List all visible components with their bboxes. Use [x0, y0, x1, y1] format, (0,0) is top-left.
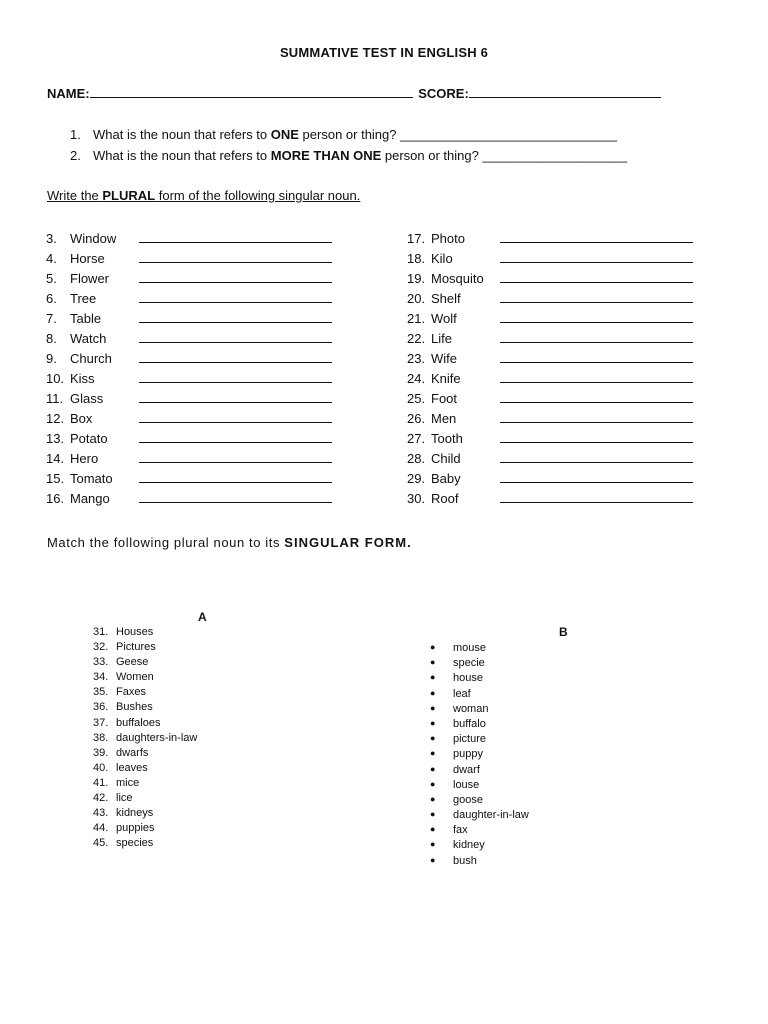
- plural-instruction: [47, 188, 360, 203]
- item-word: fax: [453, 824, 468, 837]
- item-number: 38.: [93, 731, 109, 744]
- item-word: species: [116, 837, 154, 850]
- list-item: [46, 449, 332, 469]
- list-item: [407, 429, 693, 449]
- item-number: 25.: [407, 391, 426, 406]
- answer-blank[interactable]: [500, 389, 693, 403]
- answer-blank[interactable]: [500, 409, 693, 423]
- name-label: NAME:: [47, 86, 90, 101]
- list-item: [407, 329, 693, 349]
- item-number: 28.: [407, 451, 426, 466]
- list-item: [46, 269, 332, 289]
- list-item: [407, 369, 693, 389]
- item-number: 33.: [93, 656, 109, 669]
- item-word: Faxes: [116, 686, 146, 699]
- bullet-icon: ●: [430, 839, 436, 850]
- item-word: dwarf: [453, 763, 480, 776]
- list-item: [93, 806, 197, 821]
- item-word: Box: [70, 411, 93, 426]
- item-word: Men: [431, 411, 457, 426]
- answer-blank[interactable]: [139, 369, 332, 383]
- list-item: [46, 289, 332, 309]
- list-item: [407, 249, 693, 269]
- item-number: 30.: [407, 491, 426, 506]
- answer-blank[interactable]: ______________________________: [400, 127, 618, 142]
- list-item: [46, 469, 332, 489]
- item-word: goose: [453, 793, 483, 806]
- item-number: 37.: [93, 716, 109, 729]
- item-number: 31.: [93, 626, 109, 638]
- answer-blank[interactable]: [139, 289, 332, 303]
- list-item: [407, 349, 693, 369]
- bullet-icon: ●: [430, 778, 436, 789]
- item-number: 24.: [407, 371, 426, 386]
- item-word: Houses: [116, 626, 154, 638]
- item-word: lice: [116, 792, 133, 805]
- instruction-emphasis: SINGULAR FORM.: [284, 535, 412, 550]
- item-word: Kiss: [70, 371, 95, 386]
- item-word: Mosquito: [431, 271, 484, 286]
- item-word: buffaloes: [116, 716, 161, 729]
- item-word: Shelf: [431, 291, 461, 306]
- instruction-emphasis: PLURAL: [102, 188, 156, 203]
- column-a-heading: A: [198, 610, 207, 624]
- name-field[interactable]: [90, 85, 413, 98]
- item-word: Child: [431, 451, 461, 466]
- list-item: [430, 686, 529, 701]
- question-text: person or thing?: [298, 127, 401, 142]
- answer-blank[interactable]: [139, 329, 332, 343]
- item-number: 16.: [46, 491, 65, 506]
- item-word: Knife: [431, 371, 461, 386]
- item-number: 5.: [46, 271, 57, 286]
- item-word: kidneys: [116, 807, 154, 820]
- item-number: 17.: [407, 231, 426, 246]
- list-item: [430, 853, 529, 868]
- list-item: [430, 762, 529, 777]
- answer-blank[interactable]: [139, 449, 332, 463]
- list-item: [46, 249, 332, 269]
- item-number: 19.: [407, 271, 426, 286]
- item-number: 32.: [93, 641, 109, 654]
- question-text: person or thing?: [381, 148, 483, 163]
- list-item: [430, 792, 529, 807]
- item-word: daughter-in-law: [453, 809, 529, 822]
- item-number: 26.: [407, 411, 426, 426]
- item-word: Window: [70, 231, 117, 246]
- item-number: 18.: [407, 251, 426, 266]
- question-number: 1.: [70, 127, 81, 142]
- item-word: Tree: [70, 291, 97, 306]
- answer-blank[interactable]: [500, 309, 693, 323]
- list-item: [430, 716, 529, 731]
- item-word: Photo: [431, 231, 465, 246]
- list-item: [46, 389, 332, 409]
- name-score-row: [47, 85, 661, 101]
- item-word: Pictures: [116, 641, 156, 654]
- answer-blank[interactable]: [500, 469, 693, 483]
- item-number: 34.: [93, 671, 109, 684]
- answer-blank[interactable]: [139, 309, 332, 323]
- list-item: [93, 836, 197, 851]
- list-item: [430, 655, 529, 670]
- item-word: Foot: [431, 391, 458, 406]
- list-item: [93, 685, 197, 700]
- item-word: woman: [453, 702, 489, 715]
- answer-blank[interactable]: [500, 289, 693, 303]
- question-1: [70, 127, 617, 142]
- item-number: 41.: [93, 776, 109, 789]
- list-item: [93, 731, 197, 746]
- answer-blank[interactable]: [139, 349, 332, 363]
- list-item: [407, 489, 693, 509]
- list-item: [93, 670, 197, 685]
- list-item: [430, 837, 529, 852]
- item-number: 43.: [93, 807, 109, 820]
- item-word: Potato: [70, 431, 108, 446]
- item-number: 21.: [407, 311, 426, 326]
- item-number: 39.: [93, 746, 109, 759]
- item-word: leaf: [453, 687, 471, 700]
- item-number: 22.: [407, 331, 426, 346]
- item-word: puppy: [453, 748, 483, 761]
- bullet-icon: ●: [430, 824, 436, 835]
- item-word: buffalo: [453, 717, 486, 730]
- instruction-text: form of the following singular noun.: [155, 188, 361, 203]
- list-item: [46, 349, 332, 369]
- bullet-icon: ●: [430, 748, 436, 759]
- answer-blank[interactable]: [139, 229, 332, 243]
- item-word: mouse: [453, 642, 487, 654]
- question-2: [70, 148, 627, 163]
- bullet-icon: ●: [430, 809, 436, 820]
- list-item: [93, 776, 197, 791]
- item-word: Table: [70, 311, 102, 326]
- item-word: Church: [70, 351, 112, 366]
- list-item: [46, 429, 332, 449]
- item-number: 7.: [46, 311, 57, 326]
- list-item: [46, 409, 332, 429]
- question-text: What is the noun that refers to: [93, 148, 271, 163]
- list-item: [430, 640, 529, 655]
- item-word: leaves: [116, 761, 148, 774]
- item-word: Horse: [70, 251, 105, 266]
- bullet-icon: ●: [430, 672, 436, 683]
- item-word: Flower: [70, 271, 110, 286]
- item-number: 23.: [407, 351, 426, 366]
- bullet-icon: ●: [430, 702, 436, 713]
- item-word: Roof: [431, 491, 459, 506]
- column-b-heading: B: [559, 625, 568, 639]
- question-emphasis: ONE: [270, 127, 299, 142]
- instruction-text: Match the following plural noun to its: [47, 535, 285, 550]
- answer-blank[interactable]: [500, 349, 693, 363]
- list-item: [430, 731, 529, 746]
- item-number: 12.: [46, 411, 65, 426]
- list-item: [407, 389, 693, 409]
- item-word: Tomato: [70, 471, 113, 486]
- question-emphasis: MORE THAN ONE: [270, 148, 382, 163]
- item-number: 8.: [46, 331, 57, 346]
- item-word: Hero: [70, 451, 99, 466]
- list-item: [407, 449, 693, 469]
- bullet-icon: ●: [430, 733, 436, 744]
- column-b-list: [430, 640, 529, 868]
- item-word: mice: [116, 776, 140, 789]
- item-number: 13.: [46, 431, 65, 446]
- answer-blank[interactable]: [139, 429, 332, 443]
- item-word: Wife: [431, 351, 457, 366]
- item-word: house: [453, 672, 483, 685]
- list-item: [430, 746, 529, 761]
- item-word: Geese: [116, 656, 149, 669]
- item-number: 10.: [46, 371, 65, 386]
- answer-blank[interactable]: [500, 269, 693, 283]
- list-item: [430, 807, 529, 822]
- item-number: 42.: [93, 792, 109, 805]
- item-word: Kilo: [431, 251, 453, 266]
- item-word: puppies: [116, 822, 155, 835]
- matching-instruction: [47, 535, 412, 550]
- bullet-icon: ●: [430, 642, 436, 652]
- item-number: 44.: [93, 822, 109, 835]
- list-item: [93, 640, 197, 655]
- list-item: [46, 369, 332, 389]
- item-number: 14.: [46, 451, 65, 466]
- list-item: [93, 700, 197, 715]
- score-field[interactable]: [469, 85, 661, 98]
- item-word: daughters-in-law: [116, 731, 198, 744]
- answer-blank[interactable]: ____________________: [482, 148, 628, 163]
- bullet-icon: ●: [430, 793, 436, 804]
- item-number: 40.: [93, 761, 109, 774]
- item-word: kidney: [453, 839, 485, 852]
- list-item: [93, 655, 197, 670]
- list-item: [430, 670, 529, 685]
- answer-blank[interactable]: [500, 429, 693, 443]
- list-item: [407, 309, 693, 329]
- list-item: [430, 822, 529, 837]
- plural-list-left: [46, 229, 332, 509]
- instruction-text: Write the: [47, 188, 103, 203]
- item-word: Wolf: [431, 311, 457, 326]
- list-item: [407, 289, 693, 309]
- list-item: [430, 701, 529, 716]
- answer-blank[interactable]: [139, 409, 332, 423]
- list-item: [407, 229, 693, 249]
- item-word: Watch: [70, 331, 107, 346]
- answer-blank[interactable]: [139, 249, 332, 263]
- answer-blank[interactable]: [500, 249, 693, 263]
- list-item: [407, 469, 693, 489]
- item-number: 27.: [407, 431, 426, 446]
- item-word: specie: [453, 657, 485, 670]
- list-item: [93, 746, 197, 761]
- item-word: picture: [453, 733, 487, 746]
- item-number: 9.: [46, 351, 57, 366]
- answer-blank[interactable]: [139, 269, 332, 283]
- answer-blank[interactable]: [500, 489, 693, 503]
- item-number: 11.: [46, 391, 64, 406]
- list-item: [93, 791, 197, 806]
- item-number: 36.: [93, 701, 109, 714]
- item-number: 15.: [46, 471, 65, 486]
- list-item: [407, 269, 693, 289]
- plural-list-right: [407, 229, 693, 509]
- item-number: 20.: [407, 291, 426, 306]
- item-word: Life: [431, 331, 452, 346]
- item-number: 3.: [46, 231, 57, 246]
- list-item: [46, 309, 332, 329]
- item-number: 45.: [93, 837, 109, 850]
- item-word: Mango: [70, 491, 110, 506]
- list-item: [407, 409, 693, 429]
- list-item: [93, 716, 197, 731]
- answer-blank[interactable]: [500, 449, 693, 463]
- item-word: Bushes: [116, 701, 153, 714]
- score-label: SCORE:: [418, 86, 469, 101]
- answer-blank[interactable]: [500, 329, 693, 343]
- list-item: [93, 625, 197, 640]
- item-word: dwarfs: [116, 746, 149, 759]
- bullet-icon: ●: [430, 657, 436, 668]
- item-number: 35.: [93, 686, 109, 699]
- list-item: [46, 229, 332, 249]
- answer-blank[interactable]: [139, 389, 332, 403]
- list-item: [93, 821, 197, 836]
- list-item: [430, 777, 529, 792]
- item-word: Tooth: [431, 431, 463, 446]
- item-word: Glass: [70, 391, 104, 406]
- bullet-icon: ●: [430, 687, 436, 698]
- bullet-icon: ●: [430, 717, 436, 728]
- question-number: 2.: [70, 148, 81, 163]
- page-title: SUMMATIVE TEST IN ENGLISH 6: [279, 45, 489, 60]
- item-number: 29.: [407, 471, 426, 486]
- answer-blank[interactable]: [139, 489, 332, 503]
- item-number: 4.: [46, 251, 57, 266]
- column-a-list: [93, 625, 197, 851]
- question-text: What is the noun that refers to: [93, 127, 271, 142]
- answer-blank[interactable]: [139, 469, 332, 483]
- bullet-icon: ●: [430, 854, 436, 865]
- list-item: [46, 329, 332, 349]
- item-word: louse: [453, 778, 480, 791]
- bullet-icon: ●: [430, 763, 436, 774]
- item-word: Women: [116, 671, 154, 684]
- answer-blank[interactable]: [500, 229, 693, 243]
- item-number: 6.: [46, 291, 57, 306]
- list-item: [93, 761, 197, 776]
- item-word: Baby: [431, 471, 461, 486]
- answer-blank[interactable]: [500, 369, 693, 383]
- list-item: [46, 489, 332, 509]
- item-word: bush: [453, 854, 477, 867]
